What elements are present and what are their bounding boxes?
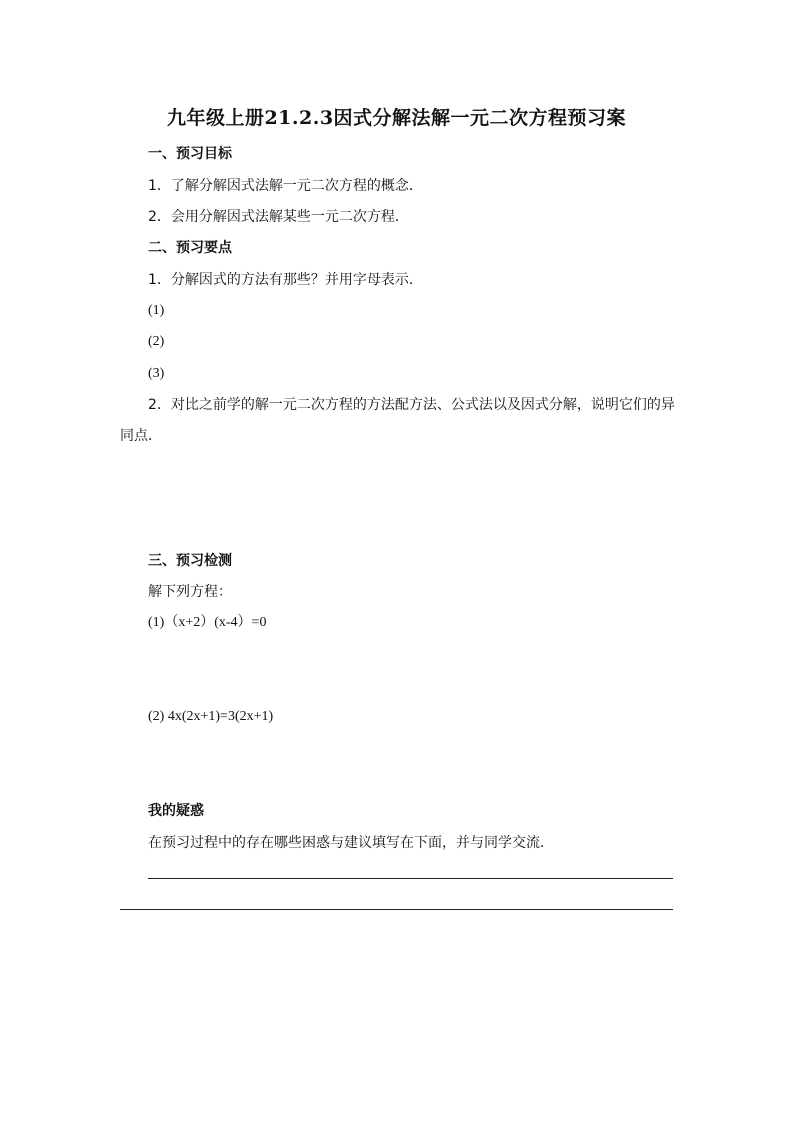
section-heading-points: 二、预习要点 bbox=[148, 240, 232, 256]
question-1: 1．分解因式的方法有那些？并用字母表示． bbox=[148, 272, 423, 288]
sub-item-3: (3) bbox=[148, 366, 165, 381]
goal-item-1: 1．了解分解因式法解一元二次方程的概念． bbox=[148, 178, 423, 194]
sub-item-1: (1) bbox=[148, 303, 165, 318]
section-heading-goals: 一、预习目标 bbox=[148, 146, 232, 162]
section-heading-check: 三、预习检测 bbox=[148, 553, 232, 569]
question-2-line-2: 同点． bbox=[120, 428, 162, 444]
equation-2: (2) 4x(2x+1)=3(2x+1) bbox=[148, 709, 274, 724]
equation-1: (1)（x+2）(x-4）=0 bbox=[148, 615, 267, 630]
doubts-text: 在预习过程中的存在哪些困惑与建议填写在下面，并与同学交流． bbox=[148, 835, 554, 851]
page-title: 九年级上册21.2.3因式分解法解一元二次方程预习案 bbox=[166, 107, 627, 129]
question-2-line-1: 2．对比之前学的解一元二次方程的方法配方法、公式法以及因式分解，说明它们的异 bbox=[148, 397, 675, 413]
section-heading-doubts: 我的疑惑 bbox=[148, 803, 204, 819]
answer-line-1 bbox=[148, 878, 673, 879]
goal-item-2: 2．会用分解因式法解某些一元二次方程． bbox=[148, 209, 409, 225]
answer-line-2 bbox=[120, 909, 673, 910]
check-intro: 解下列方程： bbox=[148, 584, 232, 600]
sub-item-2: (2) bbox=[148, 334, 165, 349]
